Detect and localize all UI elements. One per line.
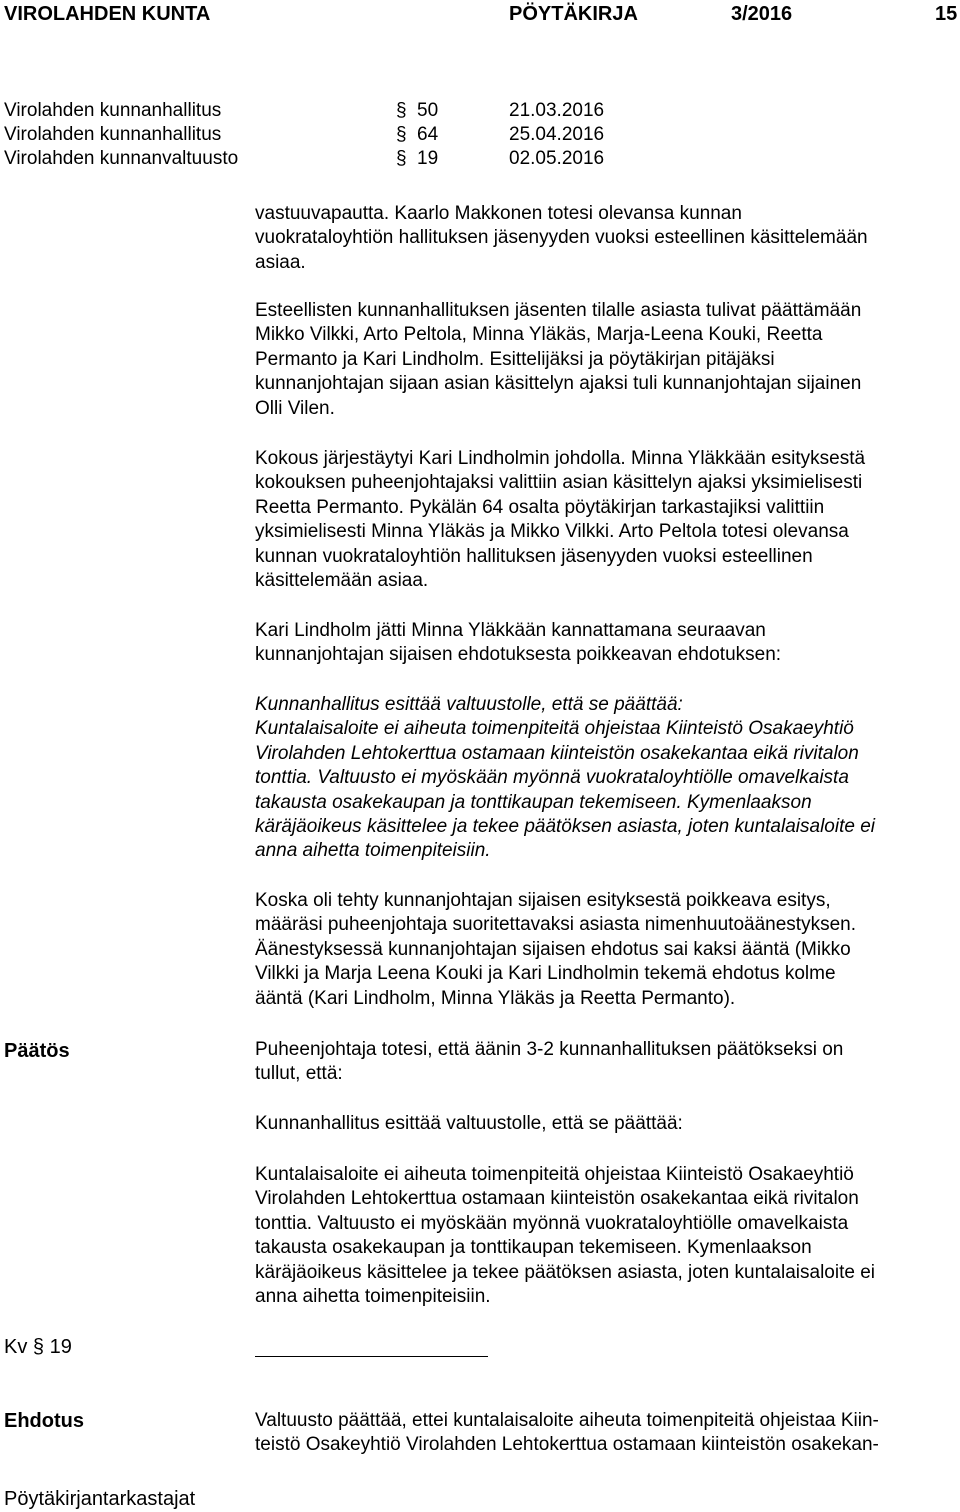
text-line: määräsi puheenjohtaja suoritettavaksi asiasta nimenhuutoäänestyksen. (255, 914, 856, 936)
paragraph-counter-proposal (255, 693, 955, 864)
text-line: Vilkki ja Marja Leena Kouki ja Kari Lindholmin tekemä ehdotus kolme (255, 963, 836, 985)
section-mark: § (396, 148, 407, 169)
text-line: tullut, että: (255, 1063, 343, 1085)
reference-body: Virolahden kunnanhallitus (4, 100, 222, 121)
reference-date: 25.04.2016 (509, 124, 605, 145)
reference-date: 21.03.2016 (509, 100, 605, 121)
council-section-ref (4, 1335, 72, 1359)
paragraph-vote (255, 889, 955, 1011)
section-mark: § (32, 1336, 45, 1358)
council-section-number: 19 (49, 1336, 72, 1358)
text-line: Mikko Vilkki, Arto Peltola, Minna Yläkäs, Marja-Leena Kouki, Reetta (255, 324, 823, 346)
paragraph-proposal (255, 1409, 955, 1458)
header-doc-type: PÖYTÄKIRJA (509, 3, 638, 25)
text-line: Kari Lindholm jätti Minna Yläkkään kannattamana seuraavan (255, 620, 766, 641)
paragraph-decision (255, 1038, 955, 1087)
text-line: kunnan vuokrataloyhtiön hallituksen jäsenyyden vuoksi esteellinen (255, 545, 813, 567)
text-line: tonttia. Valtuusto ei myöskään myönnä vuokrataloyhtiölle omavelkaista (255, 767, 849, 789)
text-line: Reetta Permanto. Pykälän 64 osalta pöytäkirjan tarkastajiksi valittiin (255, 496, 825, 518)
paragraph-counter-proposal-intro (255, 619, 955, 668)
text-line: Äänestyksessä kunnanjohtajan sijaisen ehdotus sai kaksi ääntä (Mikko (255, 938, 851, 960)
reference-number: 50 (417, 100, 439, 121)
text-line: Kunnanhallitus esittää valtuustolle, että se päättää: (255, 694, 683, 715)
text-line: Kuntalaisaloite ei aiheuta toimenpiteitä ohjeistaa Kiinteistö Osakaeyhtiö (255, 1164, 854, 1185)
text-line: takausta osakekaupan ja tonttikaupan tekemiseen. Kymenlaakson (255, 791, 812, 813)
text-line: vastuuvapautta. Kaarlo Makkonen totesi olevansa kunnan (255, 203, 742, 224)
text-line: kunnanjohtajan sijaisen ehdotuksesta poikkeavan ehdotuksen: (255, 644, 782, 666)
council-prefix: Kv (4, 1336, 28, 1358)
text-line: Kunnanhallitus esittää valtuustolle, että se päättää: (255, 1113, 683, 1134)
text-line: yksimielisesti Minna Yläkäs ja Mikko Vilkki. Arto Peltola totesi olevansa (255, 521, 849, 543)
paragraph-decision-intro (255, 1112, 955, 1136)
text-line: Kuntalaisaloite ei aiheuta toimenpiteitä ohjeistaa Kiinteistö Osakaeyhtiö (255, 718, 854, 740)
text-line: Olli Vilen. (255, 397, 335, 419)
text-line: Puheenjohtaja totesi, että äänin 3-2 kunnanhallituksen päätökseksi on (255, 1039, 844, 1060)
text-line: Virolahden Lehtokerttua ostamaan kiinteistön osakekantaa eikä rivitalon (255, 1188, 859, 1210)
text-line: Koska oli tehty kunnanjohtajan sijaisen esityksestä poikkeava esitys, (255, 890, 831, 911)
text-line: Esteellisten kunnanhallituksen jäsenten tilalle asiasta tulivat päättämään (255, 300, 862, 321)
paragraph-decision-text (255, 1163, 955, 1309)
reference-body: Virolahden kunnanvaltuusto (4, 148, 239, 169)
section-mark: § (396, 100, 407, 121)
text-line: anna aihetta toimenpiteisiin. (255, 840, 491, 862)
text-line: käräjäoikeus käsittelee ja tekee päätöksen asiasta, joten kuntalaisaloite ei (255, 816, 875, 838)
reference-number: 19 (417, 148, 439, 169)
paragraph-recusal-makkonen (255, 202, 955, 275)
text-line: kokouksen puheenjohtajaksi valittiin asian käsittelyn ajaksi yksimielisesti (255, 472, 863, 494)
text-line: anna aihetta toimenpiteisiin. (255, 1286, 491, 1308)
text-line: ääntä (Kari Lindholm, Minna Yläkäs ja Reetta Permanto). (255, 987, 736, 1009)
text-line: asiaa. (255, 251, 306, 273)
text-line: Valtuusto päättää, ettei kuntalaisaloite aiheuta toimenpiteitä ohjeistaa Kiin- (255, 1410, 879, 1431)
header-page-number: 15 (935, 3, 958, 25)
footer-reviewers-label: Pöytäkirjantarkastajat (4, 1488, 196, 1510)
text-line: käräjäoikeus käsittelee ja tekee päätöksen asiasta, joten kuntalaisaloite ei (255, 1261, 875, 1283)
text-line: Kokous järjestäytyi Kari Lindholmin johdolla. Minna Yläkkään esityksestä (255, 448, 866, 469)
separator-line (255, 1356, 488, 1357)
text-line: kunnanjohtajan sijaan asian käsittelyn ajaksi tuli kunnanjohtajan sijainen (255, 373, 862, 395)
paragraph-meeting-organization (255, 447, 955, 593)
header-issue: 3/2016 (731, 3, 793, 25)
text-line: teistö Osakeyhtiö Virolahden Lehtokerttua ostamaan kiinteistön osakekan- (255, 1434, 879, 1456)
text-line: käsittelemään asiaa. (255, 570, 429, 592)
text-line: Virolahden Lehtokerttua ostamaan kiinteistön osakekantaa eikä rivitalon (255, 742, 859, 764)
reference-number: 64 (417, 124, 439, 145)
reference-date: 02.05.2016 (509, 148, 605, 169)
text-line: vuokrataloyhtiön hallituksen jäsenyyden vuoksi esteellinen käsittelemään (255, 227, 868, 249)
section-label-proposal: Ehdotus (4, 1410, 84, 1432)
text-line: Permanto ja Kari Lindholm. Esittelijäksi ja pöytäkirjan pitäjäksi (255, 348, 775, 370)
header-org: VIROLAHDEN KUNTA (4, 3, 211, 25)
paragraph-substitute-members (255, 299, 955, 421)
section-mark: § (396, 124, 407, 145)
text-line: tonttia. Valtuusto ei myöskään myönnä vuokrataloyhtiölle omavelkaista (255, 1212, 849, 1234)
reference-body: Virolahden kunnanhallitus (4, 124, 222, 145)
text-line: takausta osakekaupan ja tonttikaupan tekemiseen. Kymenlaakson (255, 1237, 812, 1259)
section-label-decision: Päätös (4, 1040, 70, 1062)
